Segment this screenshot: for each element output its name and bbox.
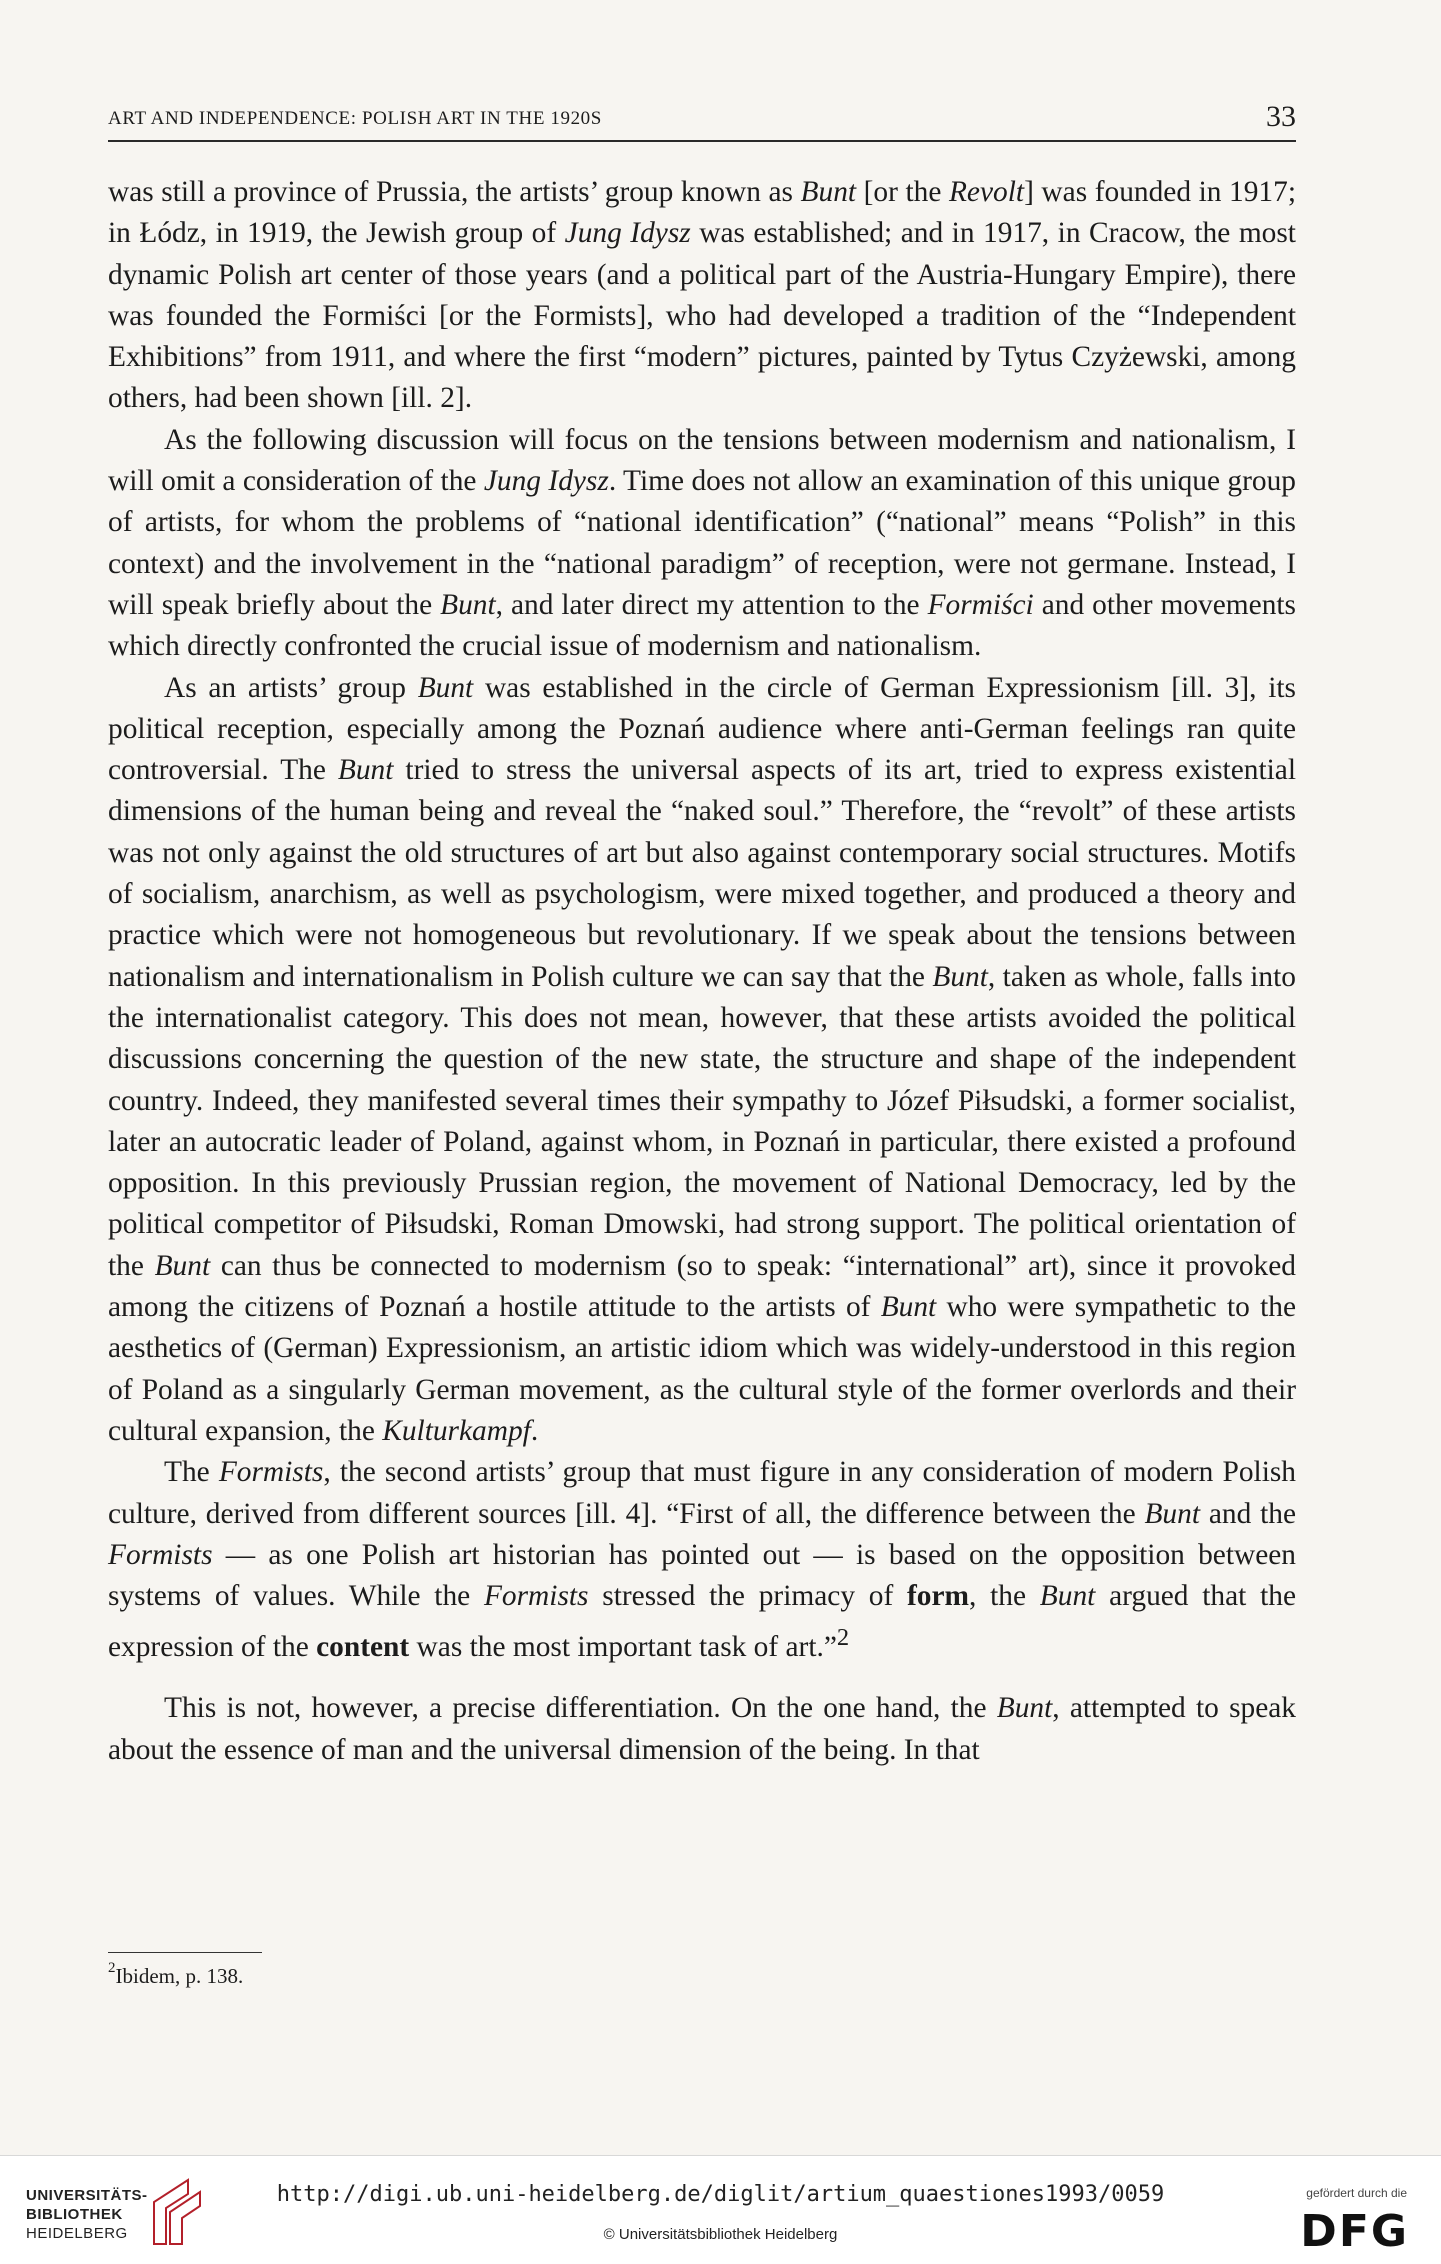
viewer-footer bbox=[0, 2155, 1441, 2264]
footnote bbox=[108, 1960, 244, 1989]
text-run: , taken as whole, falls into the internationalist category. This does not mean, however, that these artists avoided the political discussions concerning the question of the new state, the structure and shape of the independent country. Indeed, they manifested several times their sympathy to Józef Piłsudski, a former socialist, later an autocratic leader of Poland, against whom, in Poznań in particular, there existed a profound opposition. In this previously Prussian region, the movement of National Democracy, led by the political competitor of Piłsudski, Roman Dmowski, had strong support. The political orientation of the bbox=[108, 960, 1296, 1282]
body-paragraph bbox=[108, 172, 1296, 420]
funding-label: gefördert durch die bbox=[1306, 2186, 1407, 2200]
copyright-notice: © Universitätsbibliothek Heidelberg bbox=[603, 2226, 838, 2243]
body-paragraph bbox=[108, 1452, 1296, 1668]
italic-term: Bunt bbox=[440, 588, 496, 621]
text-run: . bbox=[530, 1414, 539, 1447]
text-run: was established; and in 1917, in Cracow, the most dynamic Polish art center of those years (and a political part of the Austria-Hungary Empire), there was founded the Formiści [or the Formists], who had developed a tradition of the “Independent Exhibitions” from 1911, and where the first “modern” pictures, painted by Tytus Czyżewski, among others, had been shown [ill. 2]. bbox=[108, 217, 1296, 415]
italic-term: Jung Idysz bbox=[483, 465, 609, 498]
text-run: tried to stress the universal aspects of its art, tried to express existential dimensions of the human being and reveal the “naked soul.” Therefore, the “revolt” of these artists was not only against the old structures of art but also against contemporary social structures. Motifs of socialism, anarchism, as well as psychologism, were mixed together, and produced a theory and practice which were not homogeneous but revolutionary. If we speak about the tensions between nationalism and internationalism in Polish culture we can say that the bbox=[108, 754, 1296, 993]
library-name-line: HEIDELBERG bbox=[26, 2225, 128, 2242]
italic-term: Bunt bbox=[880, 1291, 937, 1324]
body-paragraph bbox=[108, 1688, 1296, 1771]
text-run: stressed the primacy of bbox=[588, 1580, 908, 1613]
text-run: . Time does not allow an examination of this unique group of artists, for whom the problems of “national identification” (“national” means “Polish” in this context) and the involvement in the “national paradigm” of reception, were not germane. Instead, I will speak briefly about the bbox=[108, 465, 1296, 621]
permalink-url-link[interactable]: http://digi.ub.uni-heidelberg.de/diglit/artium_quaestiones1993/0059 bbox=[276, 2182, 1165, 2207]
page-header bbox=[108, 100, 1296, 142]
text-run: , the bbox=[969, 1580, 1040, 1613]
italic-term: Formiści bbox=[927, 588, 1034, 621]
library-name-line: BIBLIOTHEK bbox=[26, 2206, 123, 2223]
page-number: 33 bbox=[1266, 100, 1296, 133]
text-run: and the bbox=[1200, 1497, 1296, 1530]
footnote-separator bbox=[108, 1952, 262, 1953]
text-run: was still a province of Prussia, the artists’ group known as bbox=[108, 176, 801, 208]
text-run: and other movements which directly confronted the crucial issue of modernism and nationalism. bbox=[108, 588, 1297, 663]
body-paragraph bbox=[108, 668, 1296, 1453]
text-run: who were sympathetic to the aesthetics of (German) Expressionism, an artistic idiom which was widely-understood in this region of Poland as a singularly German movement, as the cultural style of the former overlords and their cultural expansion, the bbox=[108, 1291, 1296, 1447]
italic-term: Formists bbox=[483, 1580, 589, 1613]
footnote-reference: 2 bbox=[836, 1624, 850, 1652]
italic-term: Formists bbox=[218, 1456, 324, 1489]
text-run: As the following discussion will focus on the tensions between modernism and nationalism, I will omit a consideration of the bbox=[108, 423, 1296, 498]
italic-term: Bunt bbox=[154, 1249, 211, 1282]
bold-term: content bbox=[316, 1631, 410, 1664]
text-run: ] was founded in 1917; in Łódz, in 1919, the Jewish group of bbox=[108, 176, 1296, 250]
italic-term: Bunt bbox=[1144, 1497, 1200, 1530]
text-run: , the second artists’ group that must figure in any consideration of modern Polish culture, derived from different sources [ill. 4]. “First of all, the difference between the bbox=[108, 1456, 1296, 1530]
text-run: can thus be connected to modernism (so to speak: “international” art), since it provoked among the citizens of Poznań a hostile attitude to the artists of bbox=[108, 1249, 1296, 1324]
italic-term: Bunt bbox=[417, 671, 474, 704]
running-head: ART AND INDEPENDENCE: POLISH ART IN THE 1920S bbox=[108, 108, 602, 129]
italic-term: Jung Idysz bbox=[564, 217, 691, 250]
text-run: — as one Polish art historian has pointed out — is based on the opposition between systems of values. While the bbox=[108, 1538, 1296, 1613]
text-run: [or the bbox=[856, 176, 949, 208]
text-run: The bbox=[164, 1456, 219, 1489]
text-run: argued that the expression of the bbox=[108, 1580, 1296, 1664]
footnote-text: Ibidem, p. 138. bbox=[115, 1964, 244, 1988]
italic-term: Bunt bbox=[337, 754, 394, 787]
text-run: was established in the circle of German Expressionism [ill. 3], its political reception, especially among the Poznań audience where anti-German feelings ran quite controversial. The bbox=[108, 671, 1296, 787]
italic-term: Bunt bbox=[800, 176, 857, 208]
text-run: , and later direct my attention to the bbox=[495, 588, 928, 621]
text-run: was the most important task of art.” bbox=[409, 1631, 837, 1664]
body-paragraph bbox=[108, 420, 1296, 668]
bold-term: form bbox=[907, 1580, 970, 1613]
library-name-line: UNIVERSITÄTS- bbox=[26, 2187, 148, 2204]
footnote-marker: 2 bbox=[108, 1960, 116, 1976]
italic-term: Revolt bbox=[948, 176, 1025, 208]
italic-term: Formists bbox=[108, 1538, 213, 1571]
text-run: , attempted to speak about the essence of man and the universal dimension of the being. In that bbox=[108, 1692, 1296, 1766]
dfg-logo: DFG bbox=[1300, 2206, 1409, 2257]
italic-term: Bunt bbox=[1039, 1580, 1096, 1613]
italic-term: Bunt bbox=[996, 1692, 1053, 1725]
italic-term: Bunt bbox=[932, 960, 988, 993]
body-text bbox=[108, 172, 1296, 1771]
text-run: As an artists’ group bbox=[164, 671, 418, 704]
italic-term: Kulturkampf bbox=[382, 1414, 531, 1447]
text-run: This is not, however, a precise differentiation. On the one hand, the bbox=[164, 1692, 997, 1725]
